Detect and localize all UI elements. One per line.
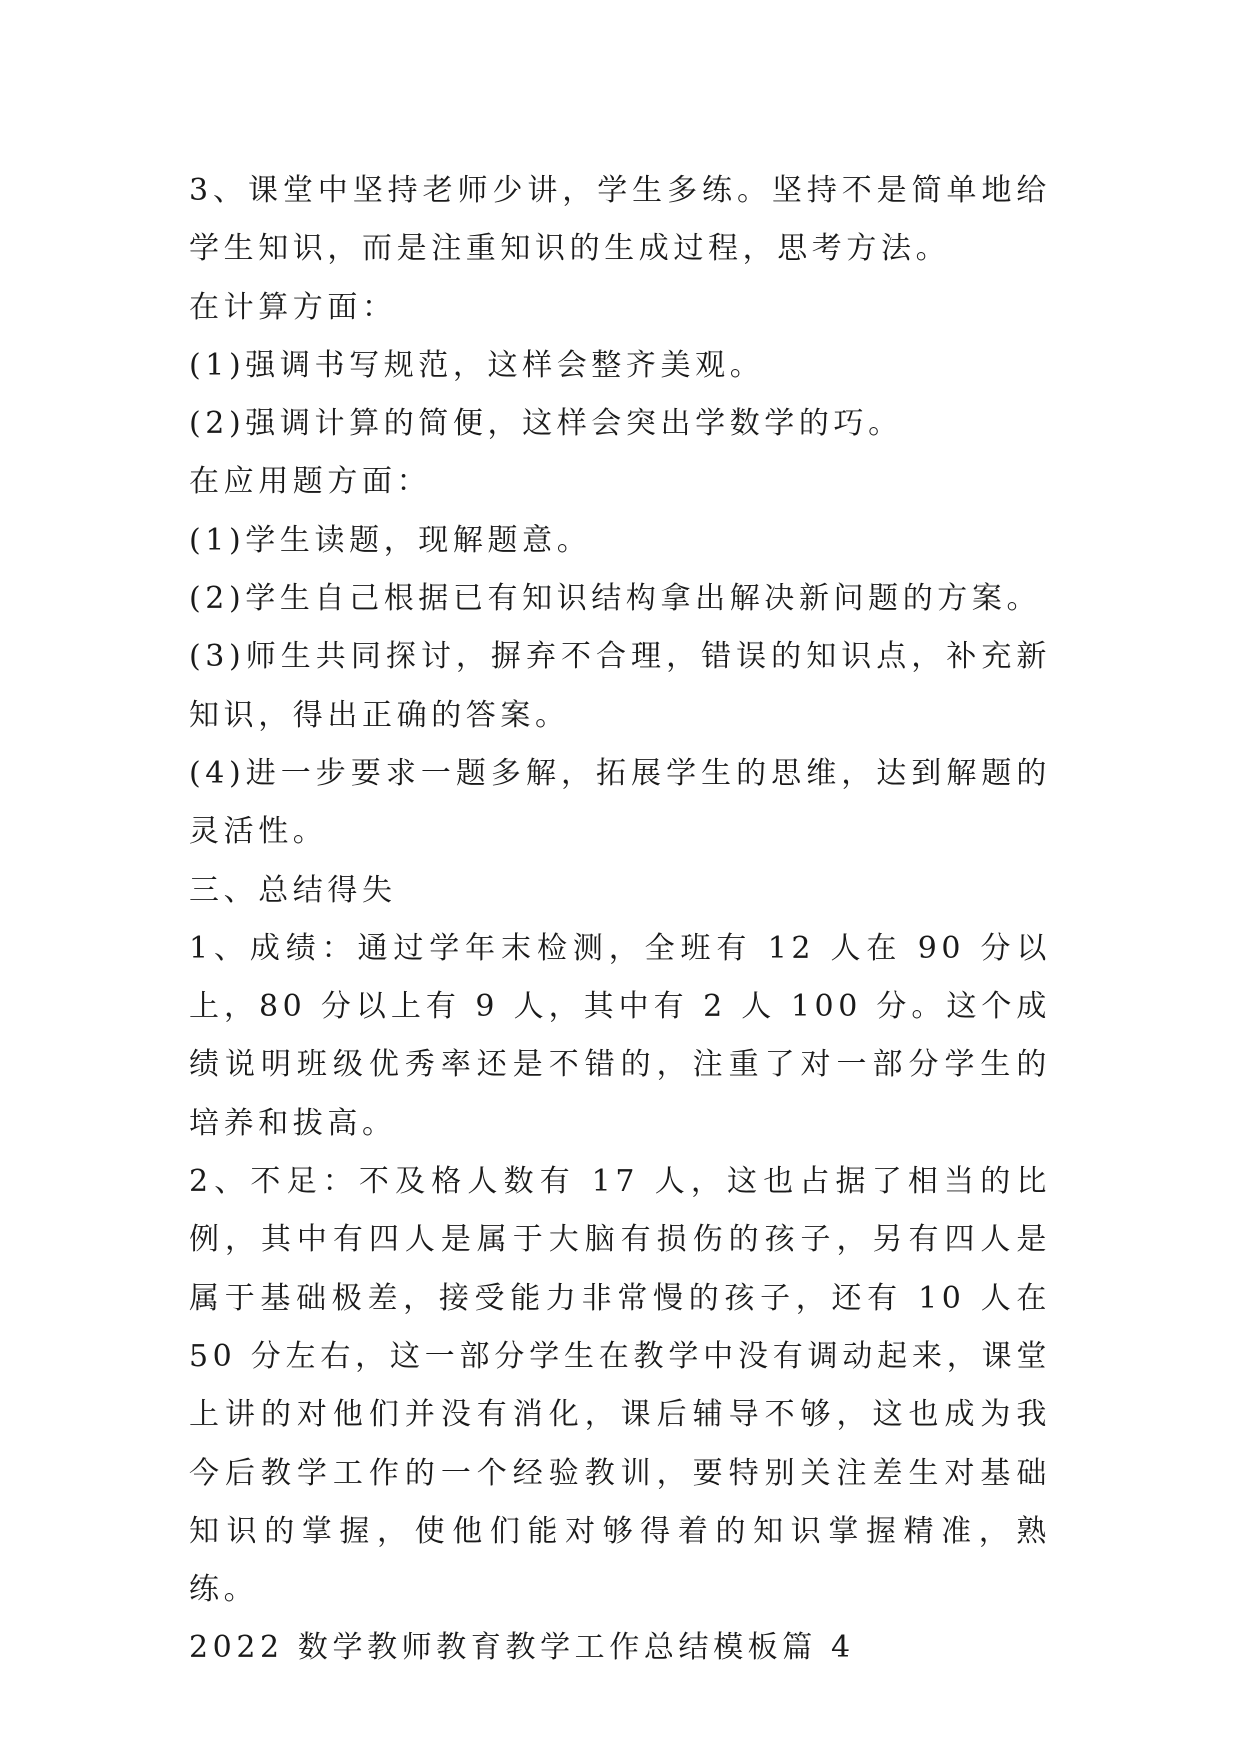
heading-calculation: 在计算方面： [189,289,397,325]
list-item-problem-3: (3)师生共同探讨，摒弃不合理，错误的知识点，补充新知识，得出正确的答案。 [189,639,1051,733]
paragraph-point-3: 3、课堂中坚持老师少讲，学生多练。坚持不是简单地给学生知识，而是注重知识的生成过程，思考方法。 [189,173,1051,267]
section-heading-summary: 三、总结得失 [189,872,397,908]
next-article-title: 2022 数学教师教育教学工作总结模板篇 4 [189,1630,855,1666]
list-item-calc-2: (2)强调计算的简便，这样会突出学数学的巧。 [189,406,903,442]
document-body [189,162,1051,1678]
list-item-problem-1: (1)学生读题，现解题意。 [189,522,592,558]
paragraph-shortcomings: 2、不足：不及格人数有 17 人，这也占据了相当的比例，其中有四人是属于大脑有损伤的孩子，另有四人是属于基础极差，接受能力非常慢的孩子，还有 10 人在 50 分左右，这一部分学生在教学中没有调动起来，课堂上讲的对他们并没有消化，课后辅导不够，这也成为我今后教学工作的一个经验教训，要特别关注差生对基础知识的掌握，使他们能对够得着的知识掌握精准，熟练。 [189,1164,1051,1608]
list-item-calc-1: (1)强调书写规范，这样会整齐美观。 [189,347,765,383]
list-item-problem-4: (4)进一步要求一题多解，拓展学生的思维，达到解题的灵活性。 [189,755,1051,850]
list-item-problem-2: (2)学生自己根据已有知识结构拿出解决新问题的方案。 [189,581,1042,617]
heading-word-problems: 在应用题方面： [189,464,432,500]
paragraph-results: 1、成绩：通过学年末检测，全班有 12 人在 90 分以上，80 分以上有 9 人，其中有 2 人 100 分。这个成绩说明班级优秀率还是不错的，注重了对一部分学生的培养和拔高。 [189,930,1051,1141]
